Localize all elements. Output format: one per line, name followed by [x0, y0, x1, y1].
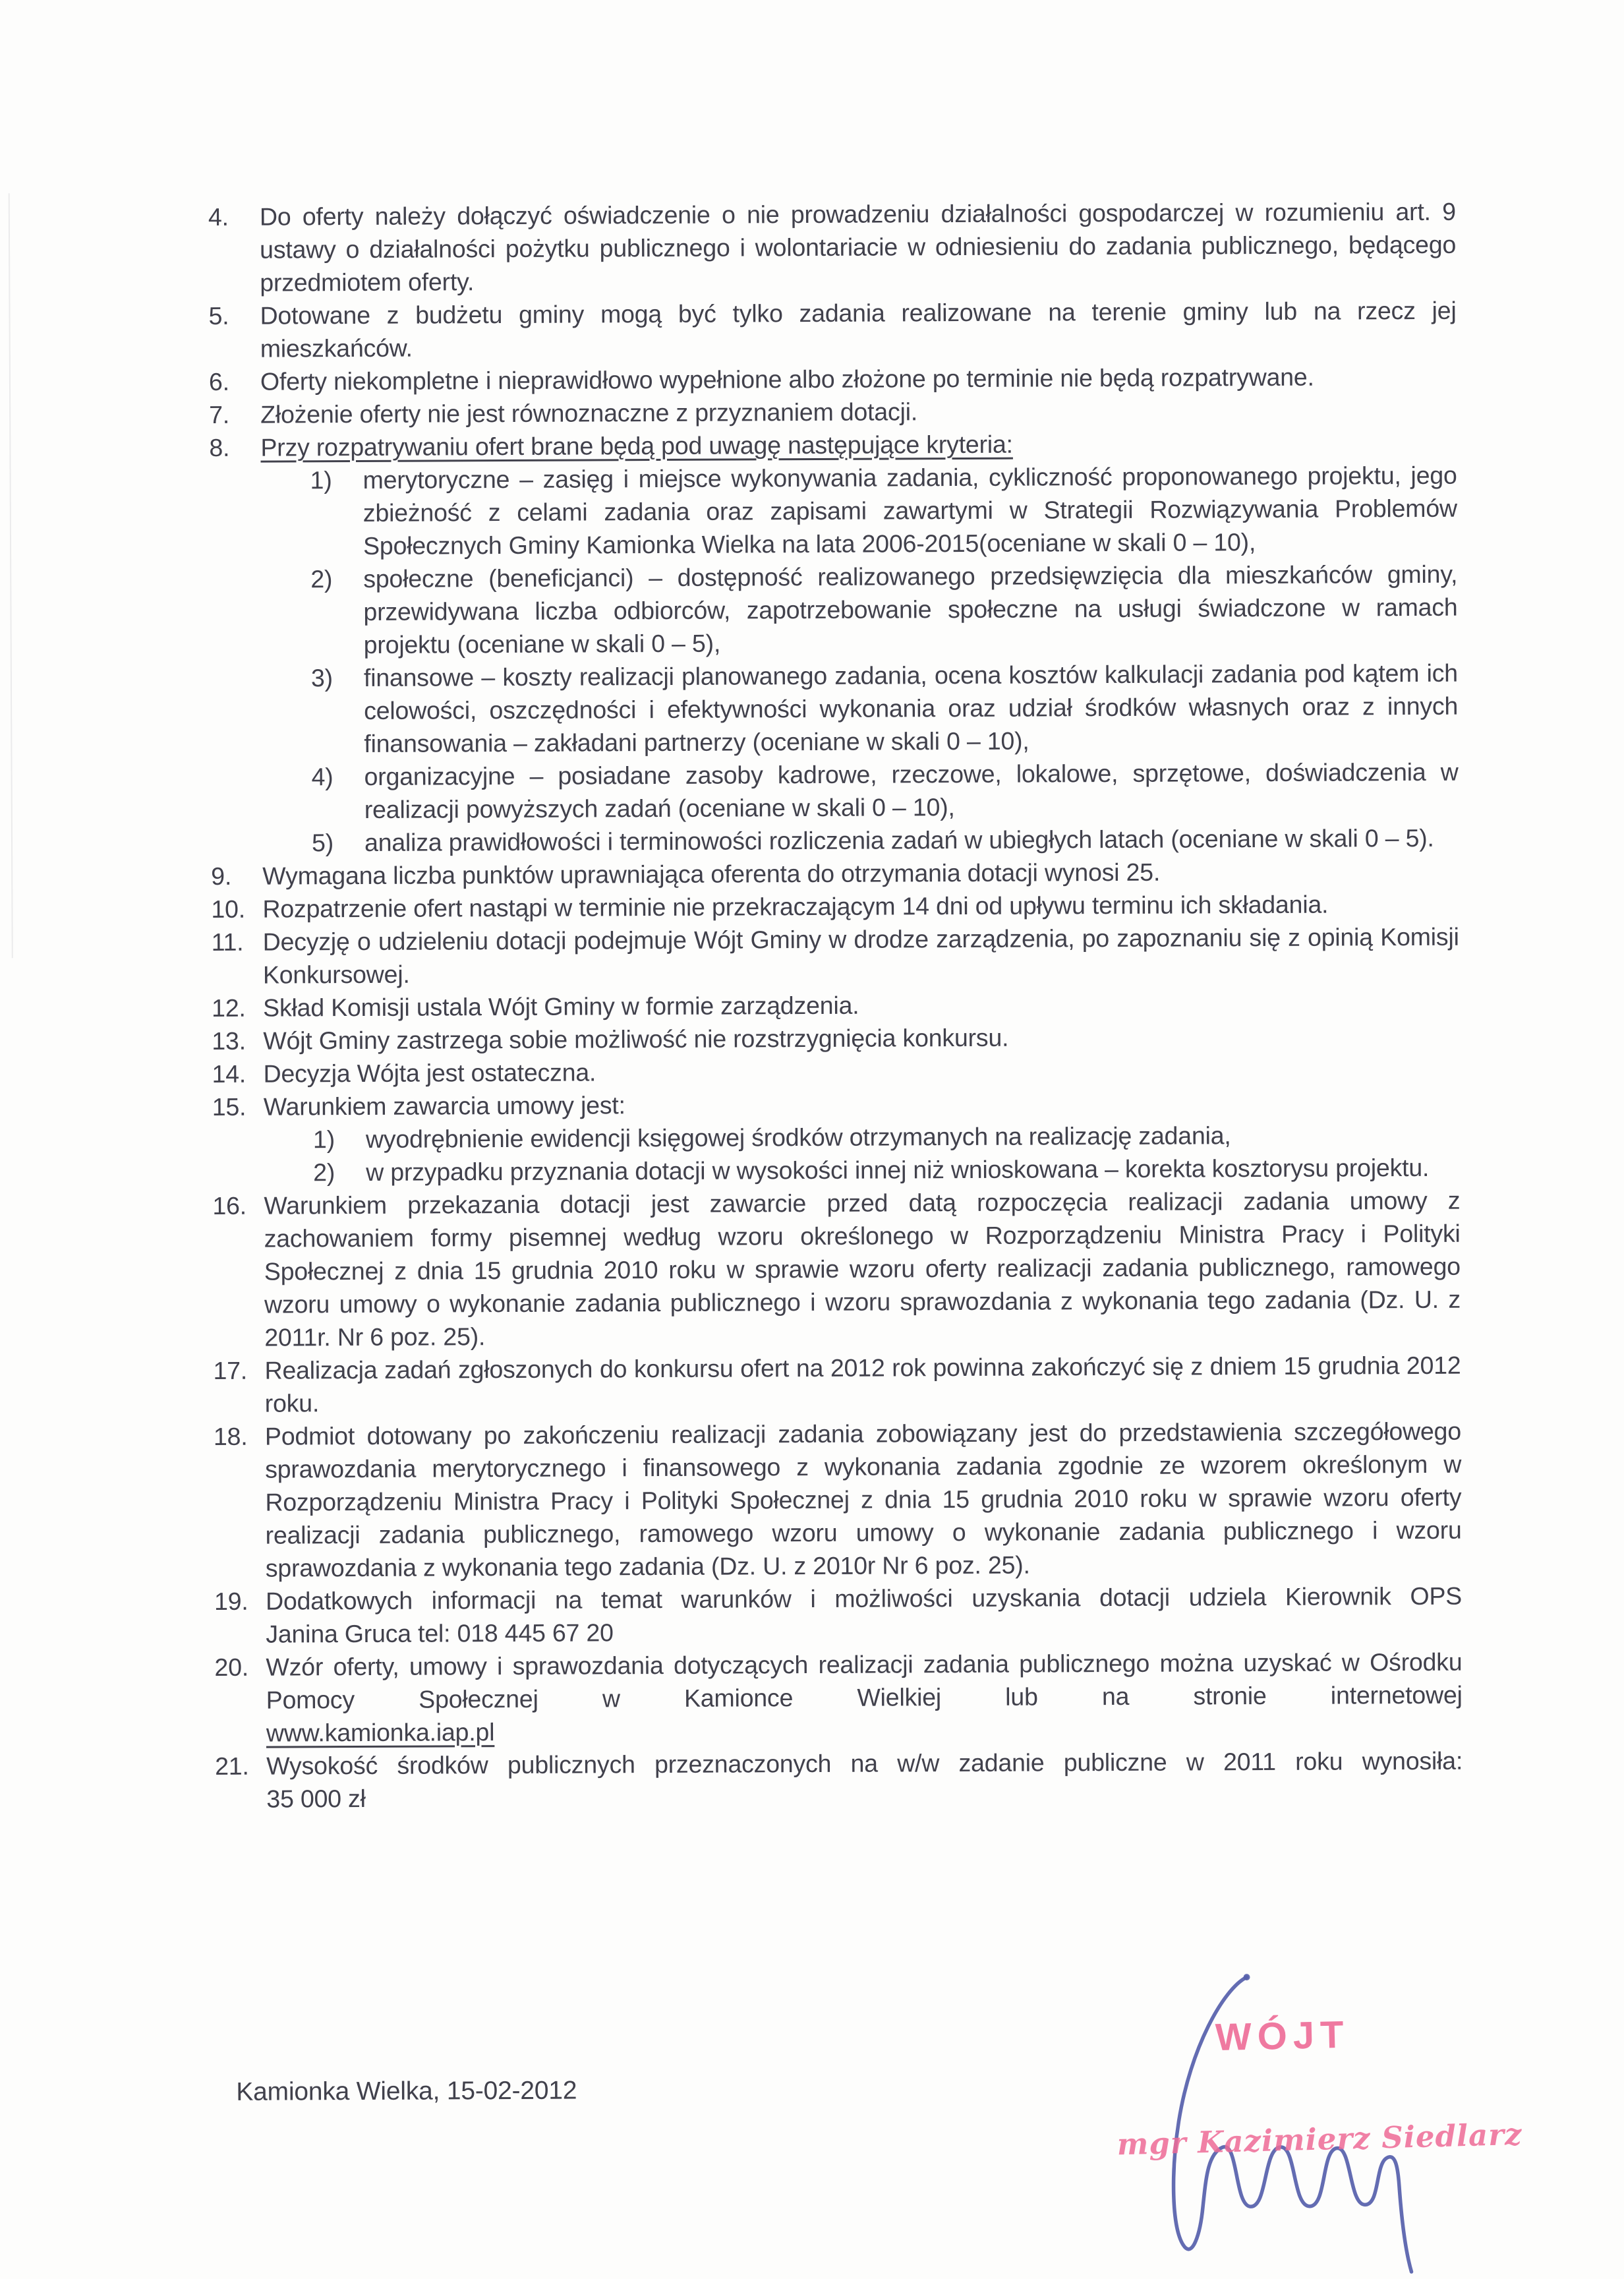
list-item: [208, 195, 1457, 299]
item-number: 5.: [208, 301, 229, 330]
item-number: 6.: [208, 367, 229, 396]
item-number: 18.: [213, 1422, 248, 1450]
item-text: merytoryczne – zasięg i miejsce wykonywania zadania, cykliczność proponowanego projektu, jego zbieżność z celami zadania oraz zapisami zawartymi w Strategii Rozwiązywania Problemów Społecznych Gminy Kamionka Wielka na lata 2006-2015(oceniane w skali 0 – 10),: [362, 461, 1457, 560]
item-number: 2): [313, 1158, 335, 1187]
item-text: analiza prawidłowości i terminowości rozliczenia zadań w ubiegłych latach (oceniane w skali 0 – 5).: [364, 823, 1434, 856]
item-number: 13.: [212, 1026, 246, 1055]
list-item: [209, 360, 1457, 398]
item-text: w przypadku przyznania dotacji w wysokości innej niż wnioskowana – korekta kosztorysu projektu.: [366, 1153, 1430, 1186]
list-item: [212, 1184, 1461, 1354]
item-text: Dodatkowych informacji na temat warunków i możliwości uzyskania dotacji udziela Kierownik OPS Janina Gruca tel: 018 445 67 20: [266, 1580, 1462, 1651]
item-number: 21.: [215, 1752, 249, 1780]
list-item: [212, 1019, 1459, 1057]
list-item: [213, 1349, 1461, 1420]
item-text: społeczne (beneficjanci) – dostępność realizowanego przedsięwzięcia dla mieszkańców gminy, przewidywana liczba odbiorców, zapotrzebowanie społeczne na usługi świadczone w ramach projektu (oceniane w skali 0 – 5),: [363, 560, 1458, 659]
item-number: 7.: [209, 400, 230, 429]
handwritten-signature-ink: [1117, 1949, 1448, 2278]
list-item: [310, 459, 1458, 563]
list-item: [214, 1645, 1463, 1750]
item-text: Wójt Gminy zastrzega sobie możliwość nie rozstrzygnięcia konkursu.: [263, 1023, 1009, 1055]
list-item: [208, 294, 1456, 365]
list-item: [313, 1118, 1460, 1156]
item-text: Wysokość środków publicznych przeznaczonych na w/w zadanie publiczne w 2011 roku wynosiła: 35 000 zł: [266, 1744, 1463, 1816]
list-item: [312, 821, 1459, 860]
item-number: 8.: [209, 433, 230, 461]
list-item: [211, 887, 1459, 926]
item-number: 15.: [212, 1092, 246, 1121]
item-number: 12.: [212, 993, 246, 1022]
scan-artifact-line: [9, 193, 13, 958]
item-text: Warunkiem przekazania dotacji jest zawarcie przed datą rozpoczęcia realizacji zadania umowy z zachowaniem formy pisemnej według wzoru określonego w Rozporządzeniu Ministra Pracy i Polityki Społecznej z dnia 15 grudnia 2010 roku w sprawie wzoru oferty realizacji zadania publicznego, ramowego wzoru umowy o wykonanie zadania publicznego i wzoru sprawozdania z wykonania tego zadania (Dz. U. z 2011r. Nr 6 poz. 25).: [264, 1186, 1461, 1351]
item-number: 4.: [208, 202, 229, 231]
item-text: Do oferty należy dołączyć oświadczenie o nie prowadzeniu działalności gospodarczej w rozumieniu art. 9 ustawy o działalności pożytku publicznego i wolontariacie w odniesieniu do zadania publicznego, będącego przedmiotem oferty.: [259, 197, 1457, 297]
place-and-date: Kamionka Wielka, 15-02-2012: [236, 2076, 577, 2106]
sub-list: [310, 459, 1459, 860]
item-text: Rozpatrzenie ofert nastąpi w terminie nie przekraczającym 14 dni od upływu terminu ich składania.: [262, 890, 1329, 923]
item-number: 14.: [212, 1059, 246, 1088]
list-item: [311, 755, 1458, 827]
item-number: 3): [310, 664, 333, 692]
item-text: Wzór oferty, umowy i sprawozdania dotyczących realizacji zadania publicznego można uzyskać w Ośrodku Pomocy Społecznej w Kamionce Wielkiej lub na stronie internetowej www.kamionka.iap.pl: [266, 1647, 1463, 1747]
item-text: Wymagana liczba punktów uprawniająca oferenta do otrzymania dotacji wynosi 25.: [262, 858, 1161, 890]
item-number: 4): [311, 763, 334, 791]
list-item: [211, 854, 1459, 893]
list-item: [212, 920, 1459, 992]
item-text: Przy rozpatrywaniu ofert brane będą pod uwagę następujące kryteria:: [260, 430, 1013, 461]
item-number: 2): [310, 565, 333, 593]
item-number: 11.: [211, 928, 244, 956]
list-item: [215, 1744, 1463, 1816]
item-text: Decyzja Wójta jest ostateczna.: [263, 1058, 596, 1088]
item-text: Decyzję o udzieleniu dotacji podejmuje Wójt Gminy w drodze zarządzenia, po zapoznaniu się z opinią Komisji Konkursowej.: [262, 922, 1459, 989]
list-item: [212, 1085, 1461, 1189]
item-text: Warunkiem zawarcia umowy jest:: [263, 1091, 625, 1121]
item-text: Skład Komisji ustala Wójt Gminy w formie zarządzenia.: [263, 991, 859, 1022]
item-text: organizacyjne – posiadane zasoby kadrowe, rzeczowe, lokalowe, sprzętowe, doświadczenia w realizacji powyższych zadań (oceniane w skali 0 – 10),: [364, 757, 1459, 823]
item-number: 9.: [211, 862, 232, 890]
item-text: Złożenie oferty nie jest równoznaczne z przyznaniem dotacji.: [260, 398, 918, 429]
item-number: 10.: [211, 895, 246, 923]
item-number: 1): [312, 1125, 335, 1154]
list-item: [212, 986, 1459, 1024]
list-item: [311, 657, 1459, 761]
item-number: 5): [311, 829, 334, 857]
item-number: 16.: [212, 1191, 247, 1220]
list-item: [212, 1052, 1459, 1090]
item-text: wyodrębnienie ewidencji księgowej środków otrzymanych na realizację zadania,: [365, 1121, 1231, 1153]
item-text-line2: 35 000 zł: [266, 1784, 366, 1813]
website-link[interactable]: www.kamionka.iap.pl: [266, 1718, 495, 1747]
list-item: [209, 426, 1459, 860]
item-number: 20.: [214, 1653, 249, 1681]
item-number: 17.: [213, 1356, 248, 1384]
stamp-title: WÓJT: [1215, 2013, 1350, 2059]
list-item: [310, 558, 1458, 662]
item-text: Realizacja zadań zgłoszonych do konkursu ofert na 2012 rok powinna zakończyć się z dniem 15 grudnia 2012 roku.: [264, 1351, 1461, 1417]
numbered-list: [208, 195, 1463, 1816]
item-text: Dotowane z budżetu gminy mogą być tylko zadania realizowane na terenie gminy lub na rzecz jej mieszkańców.: [260, 296, 1457, 363]
stamp-name: mgr Kazimierz Siedlarz: [1116, 2116, 1523, 2162]
list-item: [209, 393, 1457, 431]
list-item: [214, 1415, 1462, 1585]
item-text: Podmiot dotowany po zakończeniu realizacji zadania zobowiązany jest do przedstawienia szczegółowego sprawozdania merytorycznego i finansowego z wykonania zadania zgodnie ze wzorem określonym w Rozporządzeniu Ministra Pracy i Polityki Społecznej z dnia 15 grudnia 2010 roku w sprawie wzoru oferty realizacji zadania publicznego, ramowego wzoru umowy o wykonanie zadania publicznego i wzoru sprawozdania z wykonania tego zadania (Dz. U. z 2010r Nr 6 poz. 25).: [264, 1417, 1462, 1582]
sub-list: [313, 1118, 1460, 1189]
item-text: finansowe – koszty realizacji planowanego zadania, ocena kosztów kalkulacji zadania pod kątem ich celowości, oszczędności i efektywności wykonania oraz udział środków własnych oraz z innych finansowania – zakładani partnerzy (oceniane w skali 0 – 10),: [363, 659, 1459, 757]
item-text: Oferty niekompletne i nieprawidłowo wypełnione albo złożone po terminie nie będą rozpatrywane.: [260, 363, 1314, 396]
list-item: [214, 1580, 1462, 1651]
item-number: 19.: [214, 1587, 248, 1615]
item-number: 1): [310, 466, 332, 494]
item-text-line2: Janina Gruca tel: 018 445 67 20: [266, 1618, 614, 1648]
document-body: [208, 195, 1463, 1816]
list-item: [313, 1151, 1460, 1189]
